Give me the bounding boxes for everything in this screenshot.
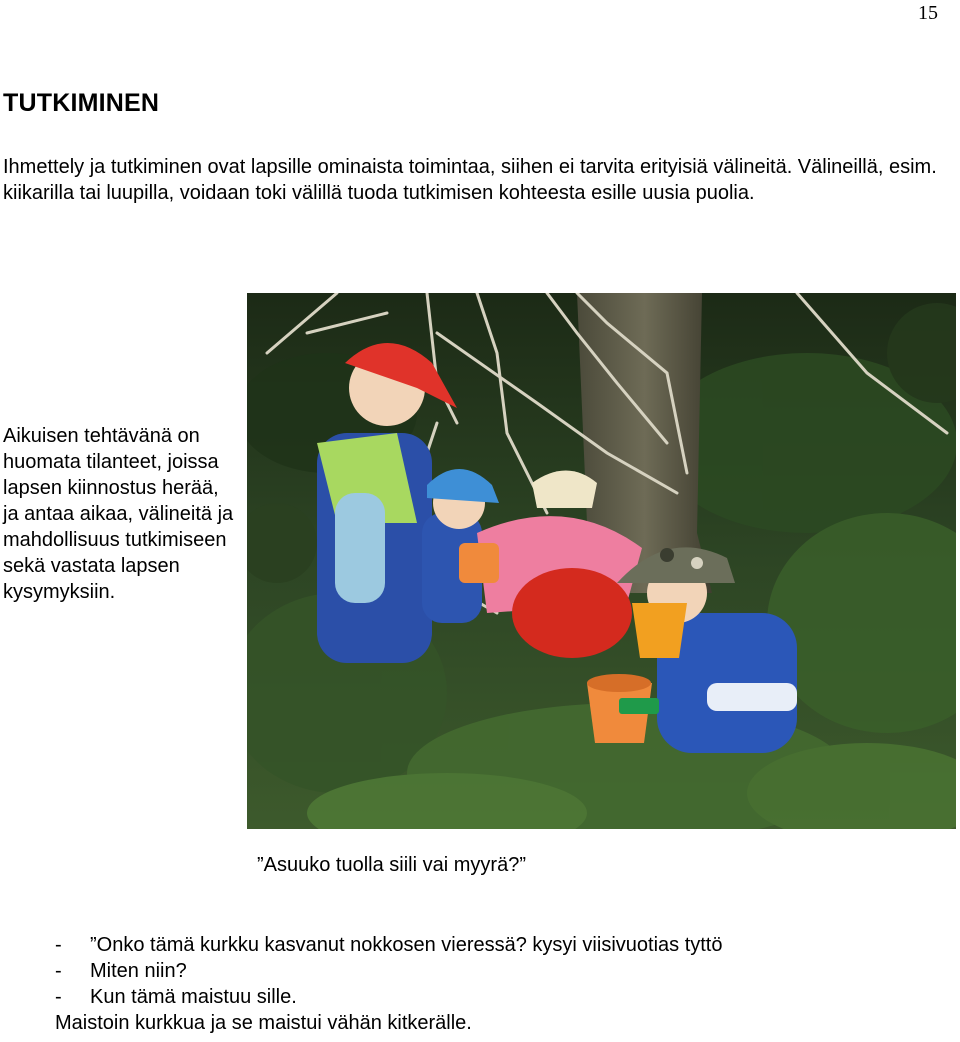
dialogue-text: ”Onko tämä kurkku kasvanut nokkosen vieressä? kysyi viisivuotias tyttö <box>90 934 723 956</box>
dialogue <box>55 932 935 1036</box>
children-forest-photo <box>247 293 956 829</box>
dialogue-closing: Maistoin kurkkua ja se maistui vähän kitkerälle. <box>55 1012 472 1034</box>
dialogue-dash: - <box>55 934 62 956</box>
photo-caption: ”Asuuko tuolla siili vai myyrä?” <box>257 854 526 876</box>
dialogue-dash: - <box>55 960 62 982</box>
dialogue-line <box>55 932 935 958</box>
intro-paragraph: Ihmettely ja tutkiminen ovat lapsille ominaista toimintaa, siihen ei tarvita erityisiä välineitä. Välineillä, esim. kiikarilla tai luupilla, voidaan toki välillä tuoda tutkimisen kohteesta esille uusia puolia. <box>3 156 937 204</box>
page-title: TUTKIMINEN <box>3 89 160 117</box>
photo-illustration <box>247 293 956 829</box>
dialogue-line <box>55 984 935 1010</box>
side-paragraph: Aikuisen tehtävänä on huomata tilanteet, joissa lapsen kiinnostus herää, ja antaa aikaa, välineitä ja mahdollisuus tutkimiseen sekä vastata lapsen kysymyksiin. <box>3 425 234 603</box>
dialogue-line <box>55 958 935 984</box>
page-number: 15 <box>918 2 938 24</box>
dialogue-text: Miten niin? <box>90 960 187 982</box>
dialogue-dash: - <box>55 986 62 1008</box>
dialogue-text: Kun tämä maistuu sille. <box>90 986 297 1008</box>
